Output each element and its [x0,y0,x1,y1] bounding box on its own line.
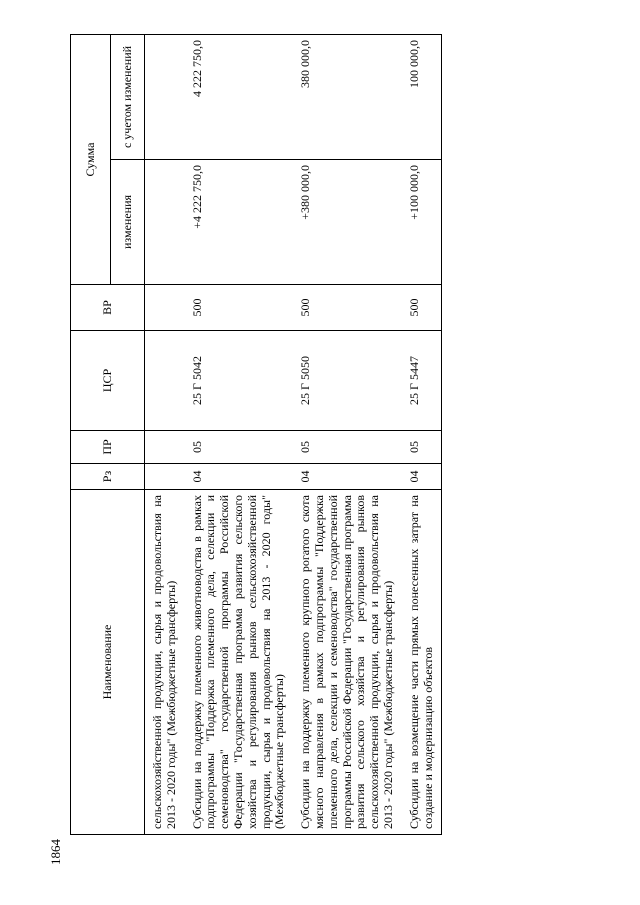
table-row [402,34,442,834]
row-csr: 25 Г 5050 [293,331,402,431]
row-name: Субсидии на поддержку племенного животноводства в рамках подпрограммы "Поддержка племенного дела, селекции и семеноводства" государственной программы Российской Федерации "Государственная программа развития сельского хозяйства и регулирования рынков сельскохозяйственной продукции, сырья и продовольствия на 2013 - 2020 годы" (Межбюджетные трансферты) [185,490,294,835]
row-rz: 04 [185,464,294,490]
row-total: 380 000,0 [293,34,402,159]
row-rz: 04 [402,464,442,490]
table-row [145,34,185,834]
row-name: сельскохозяйственной продукции, сырья и продовольствия на 2013 - 2020 годы" (Межбюджетные трансферты) [145,490,185,835]
row-vr: 500 [293,285,402,331]
row-csr: 25 Г 5042 [185,331,294,431]
row-vr: 500 [402,285,442,331]
row-change: +4 222 750,0 [185,160,294,285]
header-vr: ВР [71,285,145,331]
header-rz: Рз [71,464,145,490]
header-csr: ЦСР [71,331,145,431]
row-change [145,160,185,285]
row-rz: 04 [293,464,402,490]
header-name: Наименование [71,490,145,835]
row-pr: 05 [402,431,442,464]
row-change: +380 000,0 [293,160,402,285]
table-row [185,34,294,834]
header-change: изменения [111,160,145,285]
row-total: 4 222 750,0 [185,34,294,159]
row-name: Субсидии на возмещение части прямых понесенных затрат на создание и модернизацию объектов [402,490,442,835]
row-csr [145,331,185,431]
row-pr: 05 [293,431,402,464]
table-row [293,34,402,834]
row-pr [145,431,185,464]
row-pr: 05 [185,431,294,464]
header-sum: Сумма [71,34,111,284]
row-vr: 500 [185,285,294,331]
row-name: Субсидии на поддержку племенного крупного рогатого скота мясного направления в рамках подпрограммы "Поддержка племенного дела, селекции и семеноводства" государственной программы Российской Федерации "Государственная программа развития сельского хозяйства и регулирования рынков сельскохозяйственной продукции, сырья и продовольствия на 2013 - 2020 годы" (Межбюджетные трансферты) [293,490,402,835]
header-with-change: с учетом изменений [111,34,145,159]
row-total: 100 000,0 [402,34,442,159]
row-total [145,34,185,159]
header-pr: ПР [71,431,145,464]
page-number: 1864 [48,839,63,865]
row-vr [145,285,185,331]
row-rz [145,464,185,490]
row-change: +100 000,0 [402,160,442,285]
budget-table [70,34,442,835]
row-csr: 25 Г 5447 [402,331,442,431]
